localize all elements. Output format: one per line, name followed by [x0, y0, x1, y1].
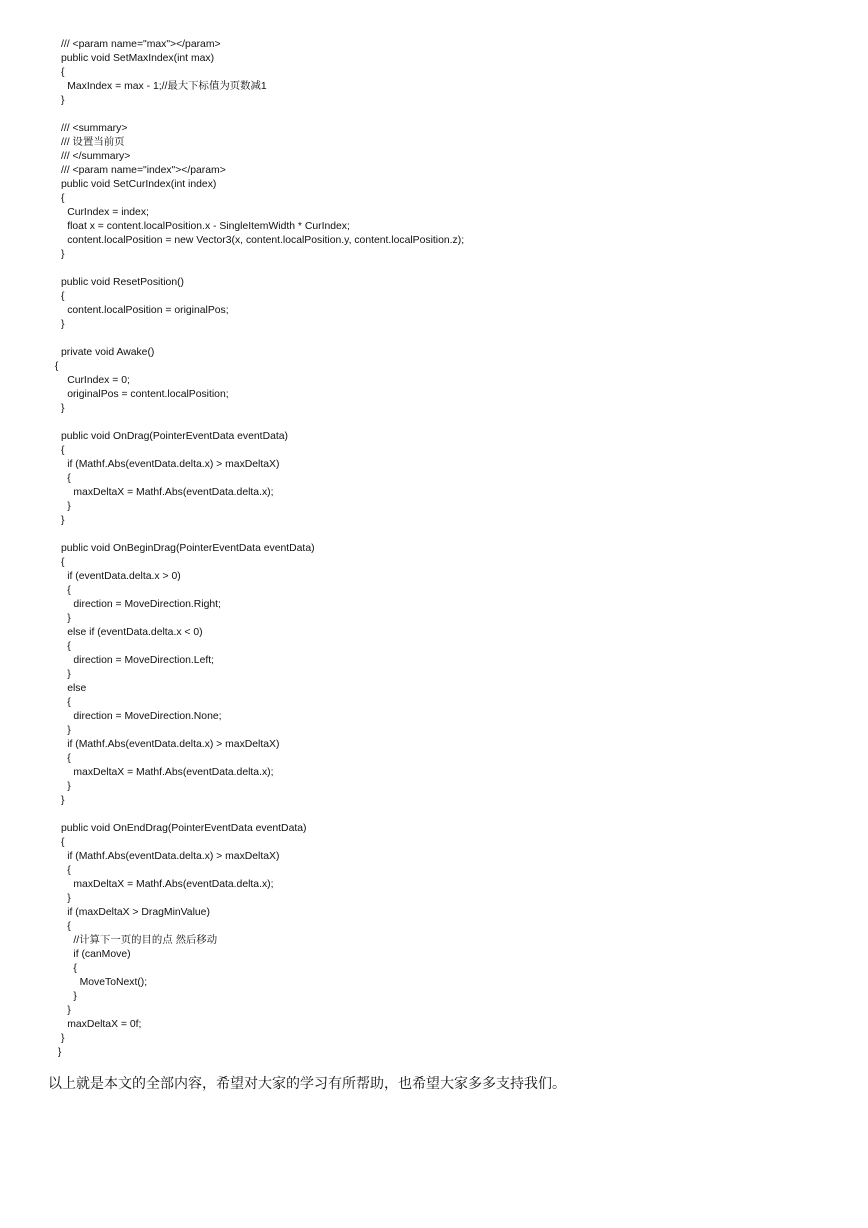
- code-line: }: [67, 781, 71, 792]
- code-line: {: [67, 865, 71, 876]
- code-line: direction = MoveDirection.Right;: [73, 599, 221, 610]
- code-line: {: [67, 641, 71, 652]
- code-line: CurIndex = index;: [67, 207, 149, 218]
- code-line: }: [67, 613, 71, 624]
- code-line: /// <param name="max"></param>: [61, 39, 221, 50]
- code-line: public void OnDrag(PointerEventData eventData): [61, 431, 288, 442]
- code-line: [61, 262, 851, 276]
- code-line: originalPos = content.localPosition;: [67, 389, 229, 400]
- code-line: //计算下一页的目的点 然后移动: [73, 935, 218, 946]
- code-line: }: [67, 893, 71, 904]
- code-line: }: [67, 669, 71, 680]
- code-line: maxDeltaX = 0f;: [67, 1019, 142, 1030]
- code-line: maxDeltaX = Mathf.Abs(eventData.delta.x);: [73, 767, 274, 778]
- code-line: {: [61, 193, 65, 204]
- code-line: }: [61, 403, 65, 414]
- code-line: private void Awake(): [61, 347, 155, 358]
- code-line: }: [61, 95, 65, 106]
- code-line: }: [73, 991, 77, 1002]
- code-line: }: [67, 1005, 71, 1016]
- code-line: }: [61, 1033, 65, 1044]
- code-line: else: [67, 683, 87, 694]
- code-line: CurIndex = 0;: [67, 375, 130, 386]
- code-block: [54, 38, 851, 1060]
- code-line: /// <summary>: [61, 123, 128, 134]
- code-line: if (Mathf.Abs(eventData.delta.x) > maxDeltaX): [67, 851, 280, 862]
- code-line: [61, 808, 851, 822]
- code-line: float x = content.localPosition.x - SingleItemWidth * CurIndex;: [67, 221, 350, 232]
- code-line: /// </summary>: [61, 151, 131, 162]
- code-line: MaxIndex = max - 1;//最大下标值为页数减1: [67, 81, 267, 92]
- code-line: }: [67, 501, 71, 512]
- code-line: /// <param name="index"></param>: [61, 165, 226, 176]
- code-line: {: [67, 921, 71, 932]
- code-line: direction = MoveDirection.Left;: [73, 655, 215, 666]
- code-line: }: [61, 319, 65, 330]
- code-line: {: [67, 753, 71, 764]
- code-line: direction = MoveDirection.None;: [73, 711, 222, 722]
- code-line: [61, 416, 851, 430]
- code-line: public void OnEndDrag(PointerEventData eventData): [61, 823, 307, 834]
- closing-paragraph: 以上就是本文的全部内容，希望对大家的学习有所帮助，也希望大家多多支持我们。: [48, 1075, 566, 1091]
- code-line: else if (eventData.delta.x < 0): [67, 627, 203, 638]
- code-line: {: [61, 445, 65, 456]
- code-line: }: [67, 725, 71, 736]
- code-line: content.localPosition = new Vector3(x, content.localPosition.y, content.localPosition.z);: [67, 235, 465, 246]
- code-line: public void SetCurIndex(int index): [61, 179, 217, 190]
- code-line: }: [61, 795, 65, 806]
- code-line: }: [57, 1047, 62, 1058]
- code-line: if (maxDeltaX > DragMinValue): [67, 907, 210, 918]
- code-line: {: [61, 291, 65, 302]
- code-line: {: [61, 67, 65, 78]
- code-line: maxDeltaX = Mathf.Abs(eventData.delta.x);: [73, 879, 274, 890]
- code-line: public void ResetPosition(): [61, 277, 185, 288]
- code-line: [61, 528, 851, 542]
- code-line: {: [54, 361, 59, 372]
- code-line: {: [73, 963, 77, 974]
- code-line: if (Mathf.Abs(eventData.delta.x) > maxDeltaX): [67, 459, 280, 470]
- code-line: [61, 332, 851, 346]
- code-line: {: [67, 473, 71, 484]
- code-line: {: [61, 837, 65, 848]
- code-line: }: [61, 515, 65, 526]
- code-line: if (canMove): [73, 949, 131, 960]
- code-line: maxDeltaX = Mathf.Abs(eventData.delta.x);: [73, 487, 274, 498]
- code-line: if (Mathf.Abs(eventData.delta.x) > maxDeltaX): [67, 739, 280, 750]
- code-line: if (eventData.delta.x > 0): [67, 571, 181, 582]
- code-line: MoveToNext();: [79, 977, 148, 988]
- code-line: {: [67, 585, 71, 596]
- code-line: /// 设置当前页: [61, 137, 125, 148]
- code-line: [61, 108, 851, 122]
- code-line: }: [61, 249, 65, 260]
- code-line: {: [67, 697, 71, 708]
- code-line: public void SetMaxIndex(int max): [61, 53, 215, 64]
- code-line: content.localPosition = originalPos;: [67, 305, 229, 316]
- code-line: public void OnBeginDrag(PointerEventData eventData): [61, 543, 315, 554]
- code-line: {: [61, 557, 65, 568]
